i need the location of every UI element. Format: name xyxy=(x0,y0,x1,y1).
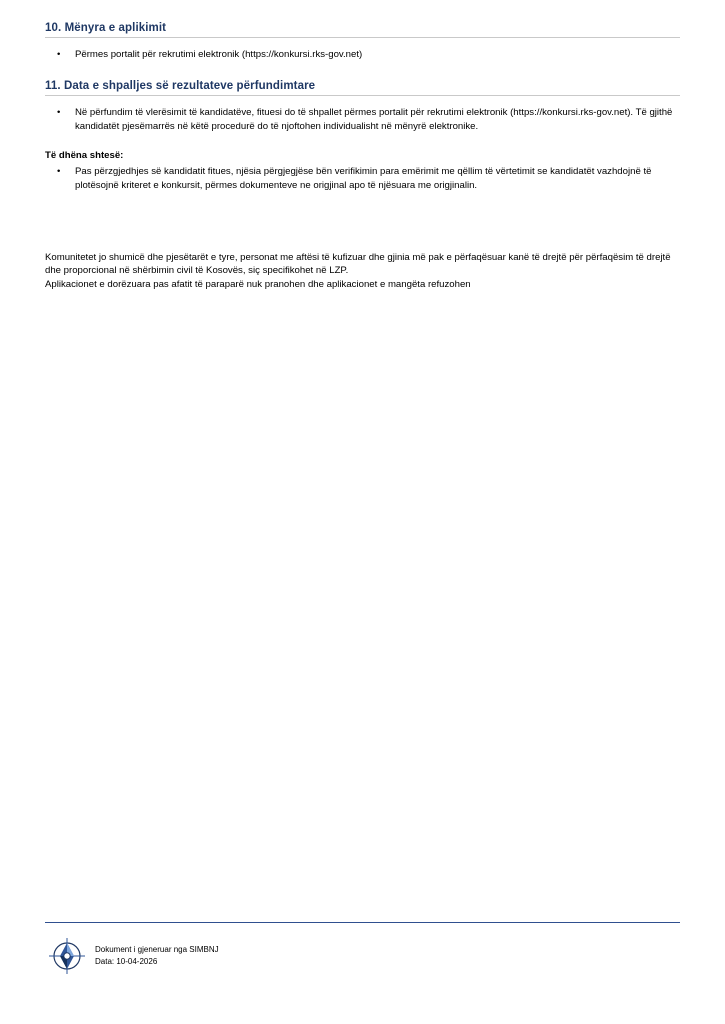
section-gap-2 xyxy=(45,136,680,150)
top-spacer xyxy=(45,0,680,22)
closing-paragraphs xyxy=(45,251,680,293)
bullet-icon: • xyxy=(57,49,61,60)
section-divider-11 xyxy=(45,95,680,96)
additional-bullet-list xyxy=(45,165,680,193)
section-11-bullet-list xyxy=(45,106,680,134)
footer-generator-line: Dokument i gjeneruar nga SIMBNJ xyxy=(95,945,219,954)
closing-paragraph-1: Komunitetet jo shumicë dhe pjesëtarët e tyre, personat me aftësi të kufizuar dhe gjinia më pak e përfaqësuar kanë të drejtë për përfaqësim të drejtë dhe proporcional në shërbimin civil të Kosovës, siç specifikohet në LZP. xyxy=(45,251,671,277)
footer-text-block xyxy=(95,944,219,968)
simbnj-compass-logo-icon xyxy=(45,934,89,978)
list-item-text: Pas përzgjedhjes së kandidatit fitues, njësia përgjegjëse bën verifikimin para emërimit me qëllim të vërtetimit se kandidatët vazhdojnë të plotësojnë kriteret e konkursit, përmes dokumenteve ne origjinal apo të njësuara me origjinalin. xyxy=(75,165,652,191)
closing-gap xyxy=(45,195,680,251)
list-item-text: Përmes portalit për rekrutimi elektronik (https://konkursi.rks-gov.net) xyxy=(75,49,363,60)
section-10-bullet-list xyxy=(45,48,680,62)
section-gap-1 xyxy=(45,64,680,80)
closing-paragraph-2: Aplikacionet e dorëzuara pas afatit të paraparë nuk pranohen dhe aplikacionet e mangëta refuzohen xyxy=(45,279,471,291)
section-divider-10 xyxy=(45,37,680,38)
footer-divider xyxy=(45,922,680,923)
section-heading-11: 11. Data e shpalljes së rezultateve përfundimtare xyxy=(45,79,316,92)
list-item xyxy=(45,48,680,62)
additional-data-label: Të dhëna shtesë: xyxy=(45,149,124,161)
page-footer xyxy=(45,934,219,978)
list-item-text: Në përfundim të vlerësimit të kandidatëve, fituesi do të shpallet përmes portalit për rekrutimi elektronik (https://konkursi.rks-gov.net). Të gjithë kandidatët pjesëmarrës në këtë procedurë do të njoftohen individualisht në mënyrë elektronike. xyxy=(75,106,673,132)
list-item xyxy=(45,165,680,193)
list-item xyxy=(45,106,680,134)
section-heading-10: 10. Mënyra e aplikimit xyxy=(45,22,167,34)
footer-date-line: Data: 10-04-2026 xyxy=(95,957,158,966)
bullet-icon: • xyxy=(57,165,61,177)
bullet-icon: • xyxy=(57,106,61,118)
